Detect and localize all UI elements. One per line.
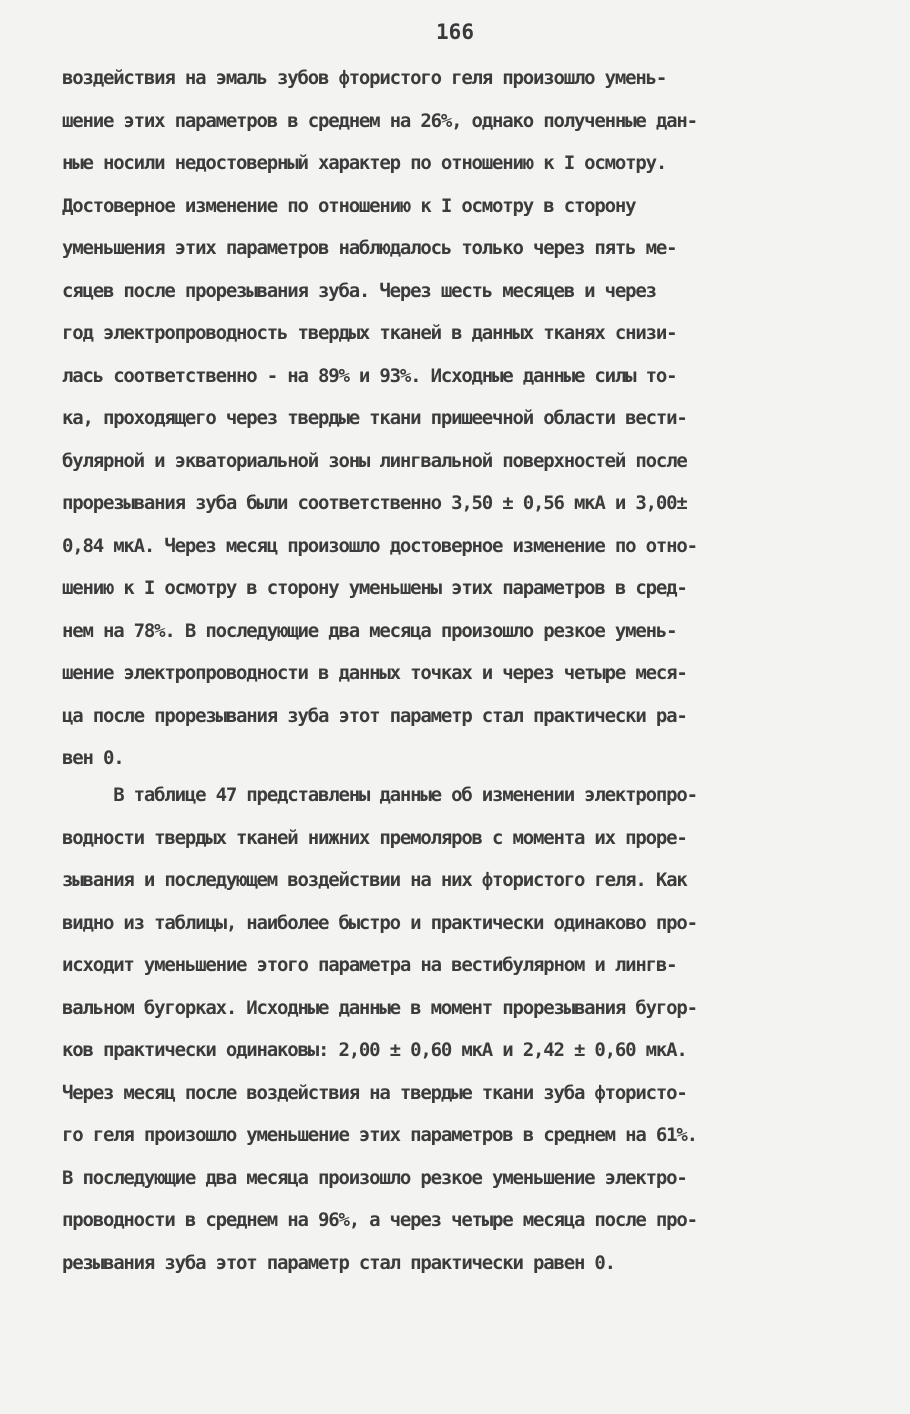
text-line: вен 0.	[62, 747, 124, 769]
text-line: шение электропроводности в данных точках и через четыре меся-	[62, 662, 687, 684]
text-line: воздействия на эмаль зубов фтористого геля произошло умень-	[62, 67, 667, 89]
text-line: булярной и экваториальной зоны лингвальной поверхностей после	[62, 449, 687, 472]
text-line: водности твердых тканей нижних премоляров с момента их проре-	[62, 826, 687, 849]
text-line: 0,84 мкА. Через месяц произошло достоверное изменение по отно-	[62, 534, 697, 557]
text-line: Достоверное изменение по отношению к I осмотру в сторону	[62, 194, 636, 217]
text-line: В таблице 47 представлены данные об изменении электропро-	[62, 784, 697, 806]
text-line: го геля произошло уменьшение этих параметров в среднем на 61%.	[62, 1124, 697, 1146]
text-line: нем на 78%. В последующие два месяца произошло резкое умень-	[62, 619, 677, 642]
text-line: исходит уменьшение этого параметра на вестибулярном и лингв-	[62, 954, 677, 976]
paragraph-table-47	[62, 774, 862, 1284]
text-line: вальном бугорках. Исходные данные в момент прорезывания бугор-	[62, 996, 697, 1019]
text-line: ные носили недостоверный характер по отношению к I осмотру.	[62, 152, 667, 174]
text-line: ков практически одинаковы: 2,00 ± 0,60 мкА и 2,42 ± 0,60 мкА.	[62, 1039, 687, 1061]
page-number: 166	[436, 20, 474, 44]
text-line: лась соответственно - на 89% и 93%. Исходные данные силы то-	[62, 364, 677, 387]
text-line: видно из таблицы, наиболее быстро и практически одинаково про-	[62, 911, 697, 934]
text-line: прорезывания зуба были соответственно 3,50 ± 0,56 мкА и 3,00±	[62, 492, 687, 514]
text-line: В последующие два месяца произошло резкое уменьшение электро-	[62, 1166, 687, 1189]
text-line: проводности в среднем на 96%, а через четыре месяца после про-	[62, 1209, 697, 1231]
text-line: сяцев после прорезывания зуба. Через шесть месяцев и через	[62, 279, 656, 302]
text-line: шение этих параметров в среднем на 26%, однако полученные дан-	[62, 109, 697, 132]
text-line: ца после прорезывания зуба этот параметр стал практически ра-	[62, 704, 687, 727]
paragraph-continued	[62, 57, 862, 780]
text-line: год электропроводность твердых тканей в данных тканях снизи-	[62, 322, 677, 344]
text-line: зывания и последующем воздействии на них фтористого геля. Как	[62, 869, 687, 891]
text-line: шению к I осмотру в сторону уменьшены этих параметров в сред-	[62, 577, 687, 599]
text-line: уменьшения этих параметров наблюдалось только через пять ме-	[62, 237, 677, 259]
text-line: резывания зуба этот параметр стал практически равен 0.	[62, 1251, 615, 1274]
text-line: Через месяц после воздействия на твердые ткани зуба фтористо-	[62, 1081, 687, 1104]
text-line: ка, проходящего через твердые ткани пришеечной области вести-	[62, 407, 687, 429]
